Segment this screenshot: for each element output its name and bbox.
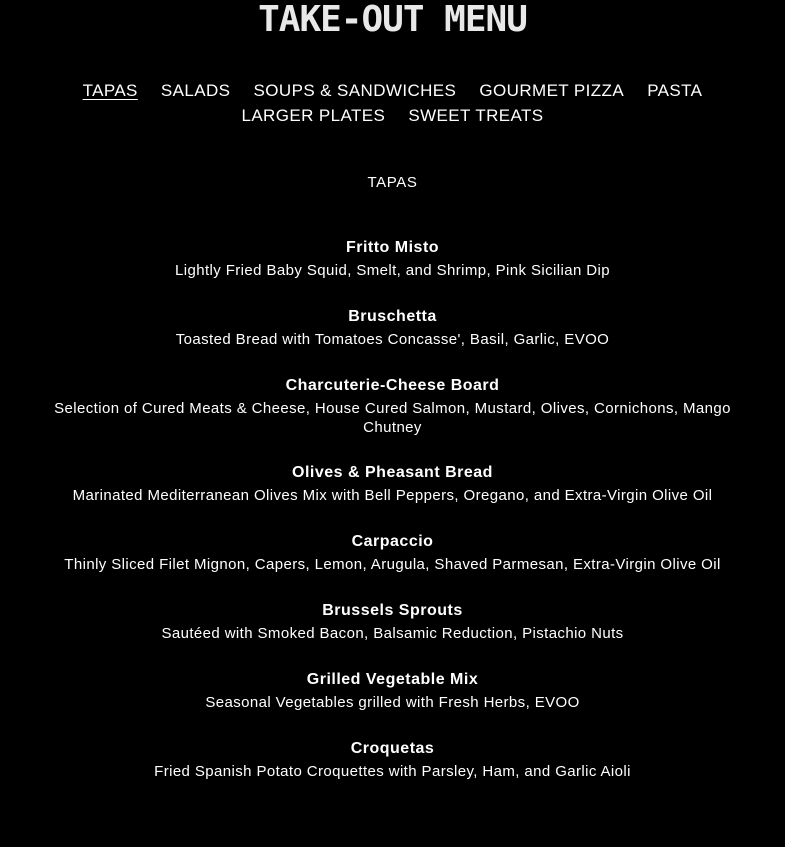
menu-item-name: Carpaccio <box>351 533 434 550</box>
menu-item <box>40 461 745 505</box>
menu-item-description: Marinated Mediterranean Olives Mix with Bell Peppers, Oregano, and Extra-Virgin Olive Oil <box>72 487 713 504</box>
menu-item <box>40 374 745 437</box>
menu-item-name: Fritto Misto <box>345 239 440 256</box>
nav-tab-salads[interactable]: SALADS <box>160 81 231 100</box>
menu-item <box>40 668 745 712</box>
menu-item-description: Seasonal Vegetables grilled with Fresh Herbs, EVOO <box>205 694 580 711</box>
menu-item-description: Lightly Fried Baby Squid, Smelt, and Shrimp, Pink Sicilian Dip <box>175 262 610 279</box>
menu-item-name: Grilled Vegetable Mix <box>306 671 479 688</box>
nav-tab-gourmet-pizza[interactable]: GOURMET PIZZA <box>479 81 625 100</box>
nav-tab-pasta[interactable]: PASTA <box>647 81 703 100</box>
menu-item-name: Olives & Pheasant Bread <box>292 464 493 481</box>
menu-item <box>40 305 745 349</box>
menu-item-description: Toasted Bread with Tomatoes Concasse', Basil, Garlic, EVOO <box>175 331 610 348</box>
menu-item-name: Brussels Sprouts <box>322 602 463 619</box>
menu-list <box>40 236 745 806</box>
menu-item <box>40 737 745 781</box>
menu-item-name: Croquetas <box>350 740 435 757</box>
menu-item-description: Fried Spanish Potato Croquettes with Parsley, Ham, and Garlic Aioli <box>154 763 631 780</box>
nav-tab-larger-plates[interactable]: LARGER PLATES <box>241 106 386 125</box>
menu-item <box>40 236 745 280</box>
menu-item-description: Sautéed with Smoked Bacon, Balsamic Reduction, Pistachio Nuts <box>161 625 624 642</box>
page-title: TAKE-OUT MENU <box>258 0 527 40</box>
menu-item-description: Thinly Sliced Filet Mignon, Capers, Lemon, Arugula, Shaved Parmesan, Extra-Virgin Olive Oil <box>64 556 721 573</box>
nav-tab-sweet-treats[interactable]: SWEET TREATS <box>408 106 544 125</box>
category-nav <box>60 78 725 128</box>
nav-tab-soups-sandwiches[interactable]: SOUPS & SANDWICHES <box>253 81 457 100</box>
menu-item-name: Bruschetta <box>348 308 437 325</box>
menu-item <box>40 530 745 574</box>
section-heading: TAPAS <box>367 174 418 191</box>
nav-tab-tapas[interactable]: TAPAS <box>82 81 138 100</box>
menu-item-name: Charcuterie-Cheese Board <box>285 377 500 394</box>
menu-item <box>40 599 745 643</box>
menu-item-description: Selection of Cured Meats & Cheese, House Cured Salmon, Mustard, Olives, Cornichons, Mango Chutney <box>54 400 731 436</box>
